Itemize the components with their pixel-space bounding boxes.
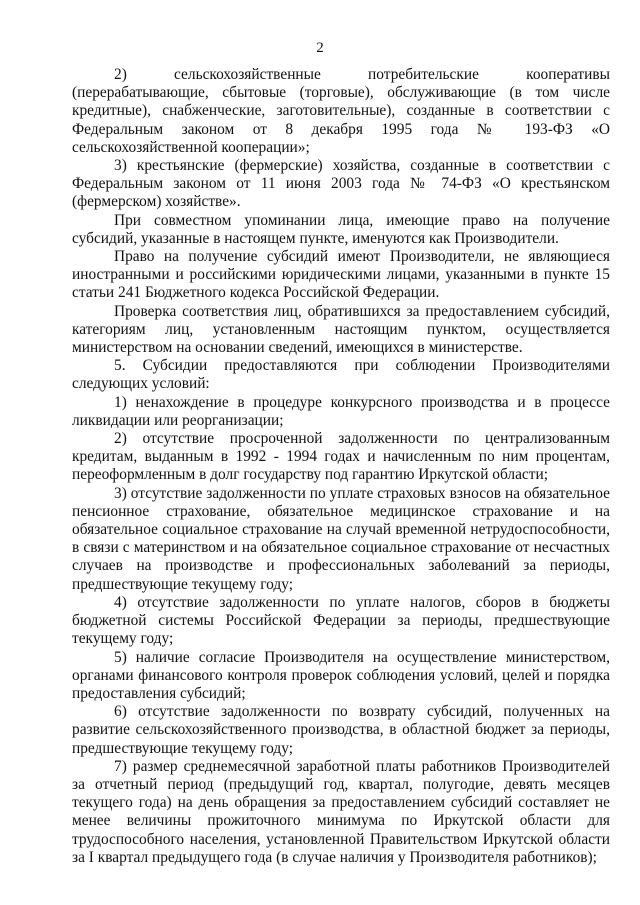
paragraph-condition-1: 1) ненахождение в процедуре конкурсного производства и в процессе ликвидации или реорганизации; bbox=[72, 393, 610, 429]
paragraph-verification: Проверка соответствия лиц, обратившихся за предоставлением субсидий, категориям лиц, установленным настоящим пунктом, осуществляется министерством на основании сведений, имеющихся в министерстве. bbox=[72, 302, 610, 357]
paragraph-right-to-subsidies: Право на получение субсидий имеют Производители, не являющиеся иностранными и российскими юридическими лицами, указанными в пункте 15 статьи 241 Бюджетного кодекса Российской Федерации. bbox=[72, 248, 610, 302]
paragraph-producers-definition: При совместном упоминании лица, имеющие право на получение субсидий, указанные в настоящем пункте, именуются как Производители. bbox=[72, 211, 610, 247]
paragraph-cooperatives: 2) сельскохозяйственные потребительские кооперативы (перерабатывающие, сбытовые (торговые), обслуживающие (в том числе кредитные), снабженческие, заготовительные), созданные в соответствии с Федеральным законом от 8 декабря 1995 года № 193-ФЗ «О сельскохозяйственной кооперации»; bbox=[72, 66, 610, 156]
paragraph-farms: 3) крестьянские (фермерские) хозяйства, созданные в соответствии с Федеральным законом от 11 июня 2003 года № 74-ФЗ «О крестьянском (фермерском) хозяйстве». bbox=[72, 157, 610, 211]
paragraph-condition-3: 3) отсутствие задолженности по уплате страховых взносов на обязательное пенсионное страхование, обязательное медицинское страхование и на обязательное социальное страхование на случай временной нетрудоспособности, в связи с материнством и на обязательное социальное страхование от несчастных случаев на производстве и профессиональных заболеваний за периоды, предшествующие текущему году; bbox=[72, 484, 610, 593]
paragraph-condition-6: 6) отсутствие задолженности по возврату субсидий, полученных на развитие сельскохозяйственного производства, в областной бюджет за периоды, предшествующие текущему году; bbox=[72, 703, 610, 757]
paragraph-condition-5: 5) наличие согласие Производителя на осуществление министерством, органами финансового контроля проверок соблюдения условий, целей и порядка предоставления субсидий; bbox=[72, 648, 610, 702]
paragraph-condition-7: 7) размер среднемесячной заработной платы работников Производителей за отчетный период (предыдущий год, квартал, полугодие, девять месяцев текущего года) на день обращения за предоставлением субсидий составляет не менее величины прожиточного минимума по Иркутской области для трудоспособного населения, установленной Правительством Иркутской области за I квартал предыдущего года (в случае наличия у Производителя работников); bbox=[72, 757, 610, 866]
paragraph-condition-2: 2) отсутствие просроченной задолженности по централизованным кредитам, выданным в 1992 - 1994 годах и начисленным по ним процентам, переоформленным в долг государству под гарантию Иркутской области; bbox=[72, 430, 610, 484]
paragraph-conditions-intro: 5. Субсидии предоставляются при соблюдении Производителями следующих условий: bbox=[72, 357, 610, 393]
paragraph-condition-4: 4) отсутствие задолженности по уплате налогов, сборов в бюджеты бюджетной системы Российской Федерации за периоды, предшествующие текущему году; bbox=[72, 593, 610, 648]
document-body bbox=[72, 66, 610, 867]
page-number: 2 bbox=[316, 40, 324, 56]
